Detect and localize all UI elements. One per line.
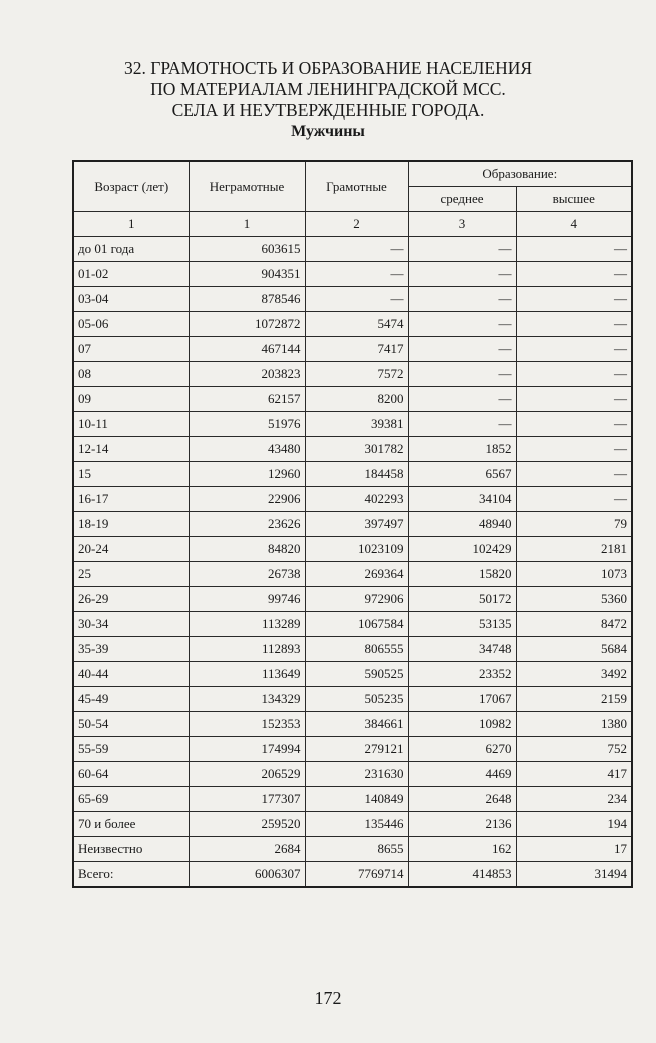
table-row — [73, 387, 632, 412]
age-cell: 03-04 — [73, 287, 189, 312]
illiterate-cell: 603615 — [189, 237, 305, 262]
higher-cell: 1073 — [516, 562, 632, 587]
literate-cell: 279121 — [305, 737, 408, 762]
literate-cell: 8655 — [305, 837, 408, 862]
higher-cell: 417 — [516, 762, 632, 787]
table-body — [73, 237, 632, 888]
age-cell: 35-39 — [73, 637, 189, 662]
age-cell: 40-44 — [73, 662, 189, 687]
secondary-cell: 414853 — [408, 862, 516, 888]
secondary-cell: 102429 — [408, 537, 516, 562]
secondary-cell: — — [408, 387, 516, 412]
higher-cell: 17 — [516, 837, 632, 862]
age-cell: 55-59 — [73, 737, 189, 762]
table-row — [73, 512, 632, 537]
table-row — [73, 562, 632, 587]
literate-cell: — — [305, 237, 408, 262]
table-row — [73, 537, 632, 562]
literate-cell: 505235 — [305, 687, 408, 712]
higher-cell: — — [516, 462, 632, 487]
illiterate-cell: 203823 — [189, 362, 305, 387]
table-row — [73, 687, 632, 712]
literate-cell: 1023109 — [305, 537, 408, 562]
illiterate-cell: 177307 — [189, 787, 305, 812]
literate-cell: 402293 — [305, 487, 408, 512]
table-row — [73, 337, 632, 362]
higher-cell: 234 — [516, 787, 632, 812]
page-title — [0, 58, 656, 142]
age-cell: 70 и более — [73, 812, 189, 837]
secondary-cell: 17067 — [408, 687, 516, 712]
higher-cell: 5684 — [516, 637, 632, 662]
literate-cell: 7769714 — [305, 862, 408, 888]
title-subtitle: Мужчины — [291, 123, 365, 140]
secondary-cell: 10982 — [408, 712, 516, 737]
secondary-cell: — — [408, 312, 516, 337]
age-cell: 26-29 — [73, 587, 189, 612]
higher-cell: 79 — [516, 512, 632, 537]
literate-cell: 384661 — [305, 712, 408, 737]
secondary-cell: 6567 — [408, 462, 516, 487]
secondary-cell: — — [408, 262, 516, 287]
header-education: Образование: — [408, 161, 632, 187]
table-row — [73, 837, 632, 862]
secondary-cell: — — [408, 412, 516, 437]
index-cell: 3 — [408, 212, 516, 237]
table-row — [73, 737, 632, 762]
illiterate-cell: 2684 — [189, 837, 305, 862]
literate-cell: — — [305, 262, 408, 287]
literate-cell: 8200 — [305, 387, 408, 412]
table-row — [73, 812, 632, 837]
table-row — [73, 587, 632, 612]
illiterate-cell: 112893 — [189, 637, 305, 662]
age-cell: 15 — [73, 462, 189, 487]
data-table — [72, 160, 633, 888]
higher-cell: — — [516, 412, 632, 437]
age-cell: 07 — [73, 337, 189, 362]
table-row — [73, 712, 632, 737]
secondary-cell: 2136 — [408, 812, 516, 837]
age-cell: 08 — [73, 362, 189, 387]
header-literate: Грамотные — [305, 161, 408, 212]
secondary-cell: — — [408, 287, 516, 312]
age-cell: 12-14 — [73, 437, 189, 462]
table-row — [73, 662, 632, 687]
age-cell: 18-19 — [73, 512, 189, 537]
table-row — [73, 612, 632, 637]
header-higher: высшее — [516, 187, 632, 212]
age-cell: до 01 года — [73, 237, 189, 262]
illiterate-cell: 84820 — [189, 537, 305, 562]
illiterate-cell: 26738 — [189, 562, 305, 587]
age-cell: 16-17 — [73, 487, 189, 512]
literate-cell: 590525 — [305, 662, 408, 687]
table-row — [73, 262, 632, 287]
table-row — [73, 237, 632, 262]
higher-cell: — — [516, 362, 632, 387]
age-cell: 60-64 — [73, 762, 189, 787]
index-cell: 4 — [516, 212, 632, 237]
higher-cell: — — [516, 262, 632, 287]
age-cell: Неизвестно — [73, 837, 189, 862]
illiterate-cell: 134329 — [189, 687, 305, 712]
secondary-cell: 34104 — [408, 487, 516, 512]
higher-cell: 2181 — [516, 537, 632, 562]
index-cell: 2 — [305, 212, 408, 237]
table-row — [73, 762, 632, 787]
index-row — [73, 212, 632, 237]
literate-cell: 231630 — [305, 762, 408, 787]
index-cell: 1 — [189, 212, 305, 237]
table-row — [73, 287, 632, 312]
header-secondary: среднее — [408, 187, 516, 212]
higher-cell: — — [516, 437, 632, 462]
higher-cell: 2159 — [516, 687, 632, 712]
illiterate-cell: 904351 — [189, 262, 305, 287]
secondary-cell: 34748 — [408, 637, 516, 662]
literate-cell: 301782 — [305, 437, 408, 462]
higher-cell: 5360 — [516, 587, 632, 612]
age-cell: 30-34 — [73, 612, 189, 637]
title-line-2: ПО МАТЕРИАЛАМ ЛЕНИНГРАДСКОЙ МСС. — [150, 79, 506, 99]
higher-cell: 194 — [516, 812, 632, 837]
illiterate-cell: 6006307 — [189, 862, 305, 888]
table-row — [73, 487, 632, 512]
illiterate-cell: 43480 — [189, 437, 305, 462]
literate-cell: 7572 — [305, 362, 408, 387]
literate-cell: 1067584 — [305, 612, 408, 637]
higher-cell: — — [516, 337, 632, 362]
index-cell: 1 — [73, 212, 189, 237]
table-row — [73, 462, 632, 487]
literate-cell: 39381 — [305, 412, 408, 437]
illiterate-cell: 113289 — [189, 612, 305, 637]
age-cell: 10-11 — [73, 412, 189, 437]
literate-cell: 184458 — [305, 462, 408, 487]
table-row — [73, 312, 632, 337]
literate-cell: 269364 — [305, 562, 408, 587]
table-row — [73, 412, 632, 437]
higher-cell: — — [516, 312, 632, 337]
literate-cell: — — [305, 287, 408, 312]
illiterate-cell: 878546 — [189, 287, 305, 312]
higher-cell: — — [516, 237, 632, 262]
illiterate-cell: 12960 — [189, 462, 305, 487]
literate-cell: 140849 — [305, 787, 408, 812]
illiterate-cell: 1072872 — [189, 312, 305, 337]
secondary-cell: 6270 — [408, 737, 516, 762]
illiterate-cell: 23626 — [189, 512, 305, 537]
title-line-1: 32. ГРАМОТНОСТЬ И ОБРАЗОВАНИЕ НАСЕЛЕНИЯ — [123, 58, 533, 78]
secondary-cell: 1852 — [408, 437, 516, 462]
age-cell: 45-49 — [73, 687, 189, 712]
literate-cell: 5474 — [305, 312, 408, 337]
literate-cell: 135446 — [305, 812, 408, 837]
secondary-cell: 48940 — [408, 512, 516, 537]
table-row — [73, 437, 632, 462]
higher-cell: 1380 — [516, 712, 632, 737]
literate-cell: 7417 — [305, 337, 408, 362]
literate-cell: 806555 — [305, 637, 408, 662]
illiterate-cell: 174994 — [189, 737, 305, 762]
table-row — [73, 862, 632, 888]
age-cell: 01-02 — [73, 262, 189, 287]
secondary-cell: — — [408, 337, 516, 362]
age-cell: 25 — [73, 562, 189, 587]
page-number: 172 — [314, 988, 342, 1008]
illiterate-cell: 99746 — [189, 587, 305, 612]
illiterate-cell: 152353 — [189, 712, 305, 737]
age-cell: 09 — [73, 387, 189, 412]
secondary-cell: 53135 — [408, 612, 516, 637]
illiterate-cell: 259520 — [189, 812, 305, 837]
age-cell: Всего: — [73, 862, 189, 888]
age-cell: 65-69 — [73, 787, 189, 812]
literate-cell: 972906 — [305, 587, 408, 612]
illiterate-cell: 62157 — [189, 387, 305, 412]
secondary-cell: 15820 — [408, 562, 516, 587]
age-cell: 05-06 — [73, 312, 189, 337]
secondary-cell: — — [408, 362, 516, 387]
secondary-cell: 50172 — [408, 587, 516, 612]
age-cell: 50-54 — [73, 712, 189, 737]
higher-cell: 3492 — [516, 662, 632, 687]
illiterate-cell: 113649 — [189, 662, 305, 687]
higher-cell: — — [516, 387, 632, 412]
higher-cell: — — [516, 287, 632, 312]
higher-cell: 752 — [516, 737, 632, 762]
higher-cell: 31494 — [516, 862, 632, 888]
secondary-cell: 23352 — [408, 662, 516, 687]
illiterate-cell: 206529 — [189, 762, 305, 787]
secondary-cell: 2648 — [408, 787, 516, 812]
higher-cell: — — [516, 487, 632, 512]
literate-cell: 397497 — [305, 512, 408, 537]
age-cell: 20-24 — [73, 537, 189, 562]
secondary-cell: — — [408, 237, 516, 262]
illiterate-cell: 467144 — [189, 337, 305, 362]
higher-cell: 8472 — [516, 612, 632, 637]
secondary-cell: 162 — [408, 837, 516, 862]
illiterate-cell: 51976 — [189, 412, 305, 437]
secondary-cell: 4469 — [408, 762, 516, 787]
illiterate-cell: 22906 — [189, 487, 305, 512]
table-row — [73, 362, 632, 387]
header-illiterate: Неграмотные — [189, 161, 305, 212]
table-row — [73, 787, 632, 812]
title-line-3: СЕЛА И НЕУТВЕРЖДЕННЫЕ ГОРОДА. — [171, 100, 485, 120]
table-row — [73, 637, 632, 662]
header-age: Возраст (лет) — [73, 161, 189, 212]
